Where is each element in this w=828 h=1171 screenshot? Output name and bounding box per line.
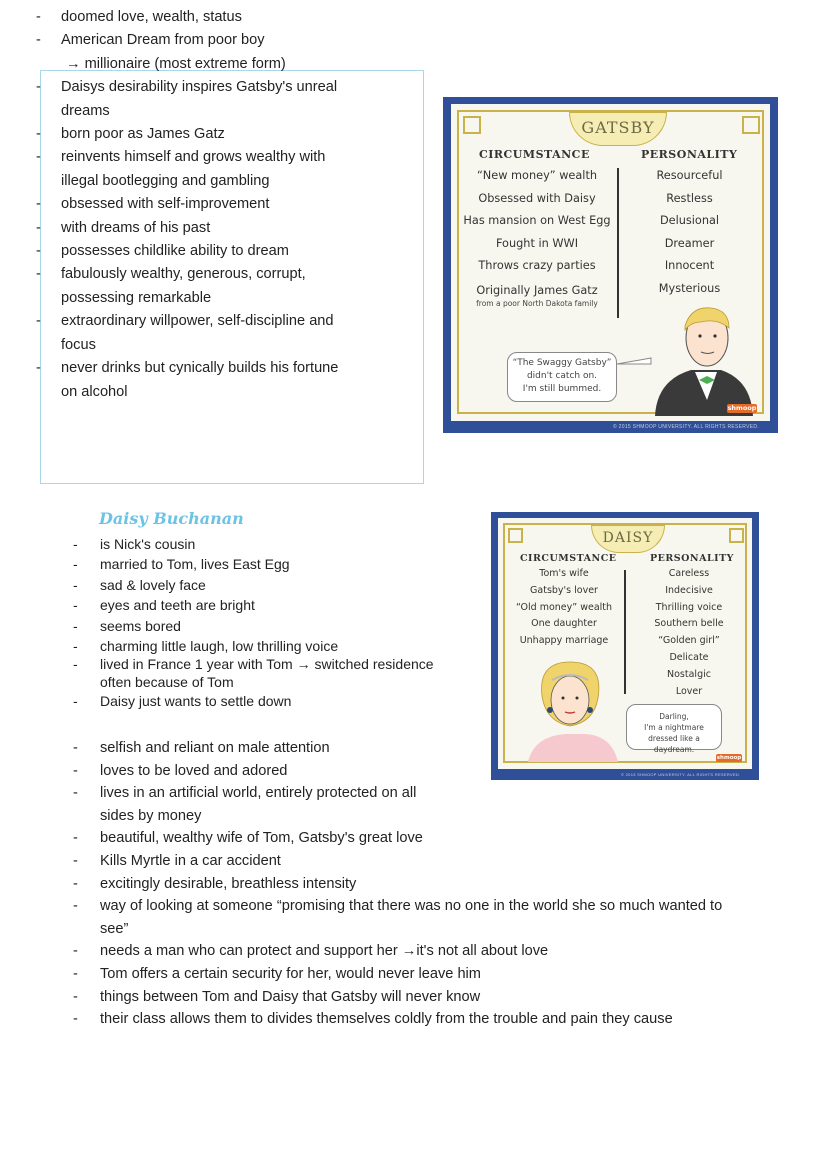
- frame-corner: [729, 528, 744, 543]
- list-item: Careless: [668, 568, 710, 579]
- card-title: DAISY: [591, 525, 665, 553]
- speech-bubble: Darling, I'm a nightmare dressed like a daydream.: [626, 704, 722, 750]
- list-item: “Golden girl”: [658, 635, 720, 647]
- personality-list: [627, 165, 752, 300]
- list-item: - lived in France 1 year with Tom → switched residence: [73, 656, 434, 673]
- list-item: One daughter: [531, 618, 597, 630]
- list-item: - loves to be loved and adored: [73, 762, 288, 779]
- list-item: Unhappy marriage: [519, 635, 609, 647]
- list-item: - Daisy just wants to settle down: [73, 693, 292, 710]
- list-item: see”: [100, 920, 129, 937]
- frame-right: [745, 523, 747, 763]
- list-item: on alcohol: [61, 383, 128, 400]
- list-item: - charming little laugh, low thrilling voice: [73, 638, 339, 655]
- list-item: “Old money” wealth: [515, 601, 613, 613]
- frame-corner: [508, 528, 523, 543]
- list-item: Gatsby's lover: [530, 584, 598, 596]
- list-item: - Daisys desirability inspires Gatsby's unreal: [36, 79, 338, 96]
- card-title: GATSBY: [569, 112, 667, 146]
- list-item: - their class allows them to divides themselves coldly from the trouble and pain they cause: [73, 1011, 673, 1028]
- list-item: - beautiful, wealthy wife of Tom, Gatsby's great love: [73, 830, 423, 847]
- list-item: - with dreams of his past: [36, 219, 211, 236]
- list-item: - possesses childlike ability to dream: [36, 243, 289, 260]
- column-divider: [617, 168, 619, 318]
- list-item: Restless: [666, 191, 713, 205]
- list-item: Has mansion on West Egg: [463, 214, 611, 227]
- list-item: sides by money: [100, 807, 202, 824]
- list-item: - sad & lovely face: [73, 576, 206, 593]
- list-item: - excitingly desirable, breathless intensity: [73, 875, 357, 892]
- list-item: Innocent: [664, 259, 715, 272]
- daisy-notes-list-b: [0, 737, 780, 1031]
- gatsby-portrait-illustration: [611, 300, 761, 416]
- list-item: Obsessed with Daisy: [478, 191, 596, 205]
- list-item: - seems bored: [73, 617, 181, 634]
- list-item: “New money” wealth: [476, 169, 598, 182]
- circumstance-note: from a poor North Dakota family: [476, 299, 598, 308]
- list-item: Originally James Gatz: [476, 283, 598, 297]
- list-item: - things between Tom and Daisy that Gatsby will never know: [73, 988, 481, 1005]
- circumstance-list: [457, 165, 617, 300]
- daisy-heading: Daisy Buchanan: [99, 509, 244, 528]
- list-item: focus: [61, 336, 96, 353]
- list-item: - born poor as James Gatz: [36, 126, 225, 143]
- gatsby-notes-list: [0, 6, 390, 404]
- list-item: illegal bootlegging and gambling: [61, 172, 270, 189]
- list-item: dreams: [61, 102, 110, 119]
- list-item: Dreamer: [664, 236, 715, 250]
- list-item: Southern belle: [654, 618, 724, 630]
- personality-heading: PERSONALITY: [650, 553, 734, 564]
- list-item: - American Dream from poor boy: [36, 32, 265, 49]
- list-item: - way of looking at someone “promising that there was no one in the world she so much wanted to: [73, 898, 723, 915]
- list-item: Nostalgic: [667, 668, 711, 680]
- list-item: - selfish and reliant on male attention: [73, 740, 330, 756]
- list-item: - needs a man who can protect and support her →it's not all about love: [73, 943, 549, 960]
- circumstance-list: [504, 566, 624, 650]
- list-item: → millionaire (most extreme form): [66, 55, 286, 72]
- circumstance-heading: CIRCUMSTANCE: [479, 148, 590, 161]
- shmoop-logo: shmoop: [716, 755, 742, 761]
- list-item: Throws crazy parties: [478, 259, 596, 272]
- list-item: - extraordinary willpower, self-discipline and: [36, 313, 334, 330]
- gatsby-character-card: [443, 97, 778, 433]
- list-item: Delusional: [659, 214, 720, 227]
- list-item: - fabulously wealthy, generous, corrupt,: [36, 266, 306, 283]
- list-item: Delicate: [669, 651, 709, 663]
- list-item: Resourceful: [656, 169, 723, 182]
- list-item: Mysterious: [658, 281, 721, 295]
- card-inner: [498, 518, 752, 769]
- list-item: Fought in WWI: [495, 236, 579, 250]
- list-item: - doomed love, wealth, status: [36, 9, 242, 25]
- frame-right: [762, 110, 764, 414]
- list-item: - Kills Myrtle in a car accident: [73, 852, 281, 869]
- list-item: Indecisive: [665, 584, 713, 596]
- frame-corner: [742, 116, 760, 134]
- list-item: Lover: [675, 685, 703, 697]
- personality-list: [634, 566, 744, 700]
- card-inner: [451, 104, 770, 421]
- list-item: - obsessed with self-improvement: [36, 196, 270, 213]
- list-item: possessing remarkable: [61, 289, 212, 306]
- list-item: - lives in an artificial world, entirely protected on all: [73, 785, 417, 802]
- daisy-notes-list-a: [0, 534, 480, 712]
- circumstance-heading: CIRCUMSTANCE: [520, 553, 617, 564]
- personality-heading: PERSONALITY: [641, 148, 738, 161]
- list-item: Thrilling voice: [655, 601, 723, 613]
- copyright: © 2015 SHMOOP UNIVERSITY. ALL RIGHTS RESERVED.: [613, 424, 759, 430]
- list-item: - Tom offers a certain security for her, would never leave him: [73, 965, 481, 982]
- speech-bubble: “The Swaggy Gatsby” didn't catch on. I'm still bummed.: [507, 352, 617, 402]
- list-item: - reinvents himself and grows wealthy with: [36, 149, 326, 166]
- list-item: often because of Tom: [100, 673, 234, 690]
- copyright: © 2015 SHMOOP UNIVERSITY. ALL RIGHTS RESERVED.: [621, 772, 741, 777]
- list-item: - never drinks but cynically builds his fortune: [36, 360, 339, 377]
- list-item: Tom's wife: [539, 568, 589, 579]
- list-item: - married to Tom, lives East Egg: [73, 556, 290, 573]
- shmoop-logo: shmoop: [727, 404, 757, 412]
- frame-corner: [463, 116, 481, 134]
- list-item: - eyes and teeth are bright: [73, 597, 255, 614]
- list-item: - is Nick's cousin: [73, 536, 196, 552]
